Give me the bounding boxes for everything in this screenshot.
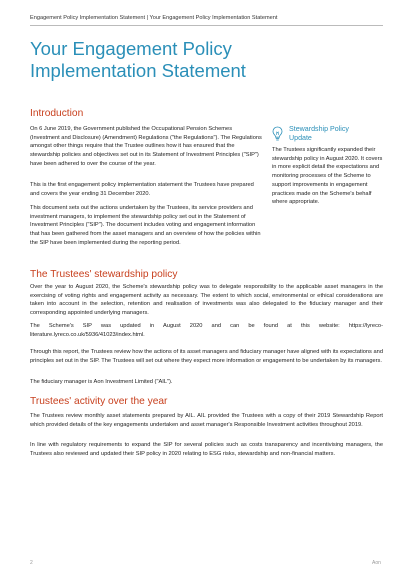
callout-title-line-1: Stewardship Policy (289, 125, 349, 133)
stewardship-paragraph-3: Through this report, the Trustees review how the actions of its asset managers and fiduciary manager have aligned with its expectations and principles set out in the SIP. The Trustees will set out where they expect more information or engagement to be undertaken by its managers. (30, 349, 383, 364)
activity-heading: Trustees' activity over the year (30, 396, 168, 407)
header-divider (30, 25, 383, 26)
introduction-heading: Introduction (30, 108, 84, 119)
callout-header (272, 125, 384, 143)
page-title-line-1: Your Engagement Policy (30, 38, 232, 59)
page-title (30, 38, 370, 82)
stewardship-paragraph-4: The fiduciary manager is Aon Investment Limited ("AIL"). (30, 379, 173, 385)
page-number: 2 (30, 560, 33, 566)
activity-paragraph-2: In line with regulatory requirements to expand the SIP for several policies such as costs transparency and incentivising managers, the Trustees also reviewed and updated their SIP policy in 2020 relating to ESG risks, stewardship and non-financial matters. (30, 442, 383, 457)
activity-paragraph-1: The Trustees review monthly asset statements prepared by AIL. AIL provided the Trustees with a copy of their 2019 Stewardship Report which provided details of the key engagements undertaken and asset manager's Responsible Investment activities throughout 2019. (30, 413, 383, 428)
page-title-line-2: Implementation Statement (30, 60, 246, 81)
callout-text: The Trustees significantly expanded their stewardship policy in August 2020. It covers in more explicit detail the expectations and monitoring processes of the Scheme to support improvements in engagement practices made on the Scheme's behalf where appropriate. (272, 147, 383, 206)
introduction-paragraph-2: This is the first engagement policy implementation statement the Trustees have prepared and covers the year ending 31 December 2020. (30, 182, 254, 197)
stewardship-paragraph-2: The Scheme's SIP was updated in August 2020 and can be found at this website: https://lyreco-literature.lyreco.co.uk/5936/41023/index.html. (30, 323, 383, 338)
running-header: Engagement Policy Implementation Statement | Your Engagement Policy Implementation Statement (30, 15, 278, 21)
footer-brand: Aon (372, 560, 381, 566)
callout-title-line-2: Update (289, 134, 312, 142)
stewardship-heading: The Trustees' stewardship policy (30, 269, 178, 280)
lightbulb-icon (272, 126, 283, 142)
introduction-paragraph-3: This document sets out the actions undertaken by the Trustees, its service providers and investment managers, to implement the stewardship policy set out in the Statement of Investment Principles ("SIP"). The document includes voting and engagement information that has been gathered from the asset managers and an overview of how the policies within the SIP have been implemented during the reporting period. (30, 205, 261, 246)
introduction-paragraph-1: On 6 June 2019, the Government published the Occupational Pension Schemes (Investment and Disclosure) (Amendment) Regulations ("the Regulations"). The Regulations amongst other things require that the Trustee outlines how it has ensured that the stewardship policies and objectives set out in its Statement of Investment Principles ("SIP") have been adhered to over the course of the year. (30, 126, 262, 167)
callout-title (289, 125, 349, 143)
stewardship-update-callout (272, 125, 384, 207)
stewardship-paragraph-1: Over the year to August 2020, the Scheme's stewardship policy was to delegate responsibility to the applicable asset managers in the exercising of voting rights and engagement activity as necessary. The extent to which social, environmental or ethical considerations are taken into account in the selection, retention and realisation of investments was also delegated to the fiduciary manager and their corresponding appointed underlying managers. (30, 284, 383, 317)
